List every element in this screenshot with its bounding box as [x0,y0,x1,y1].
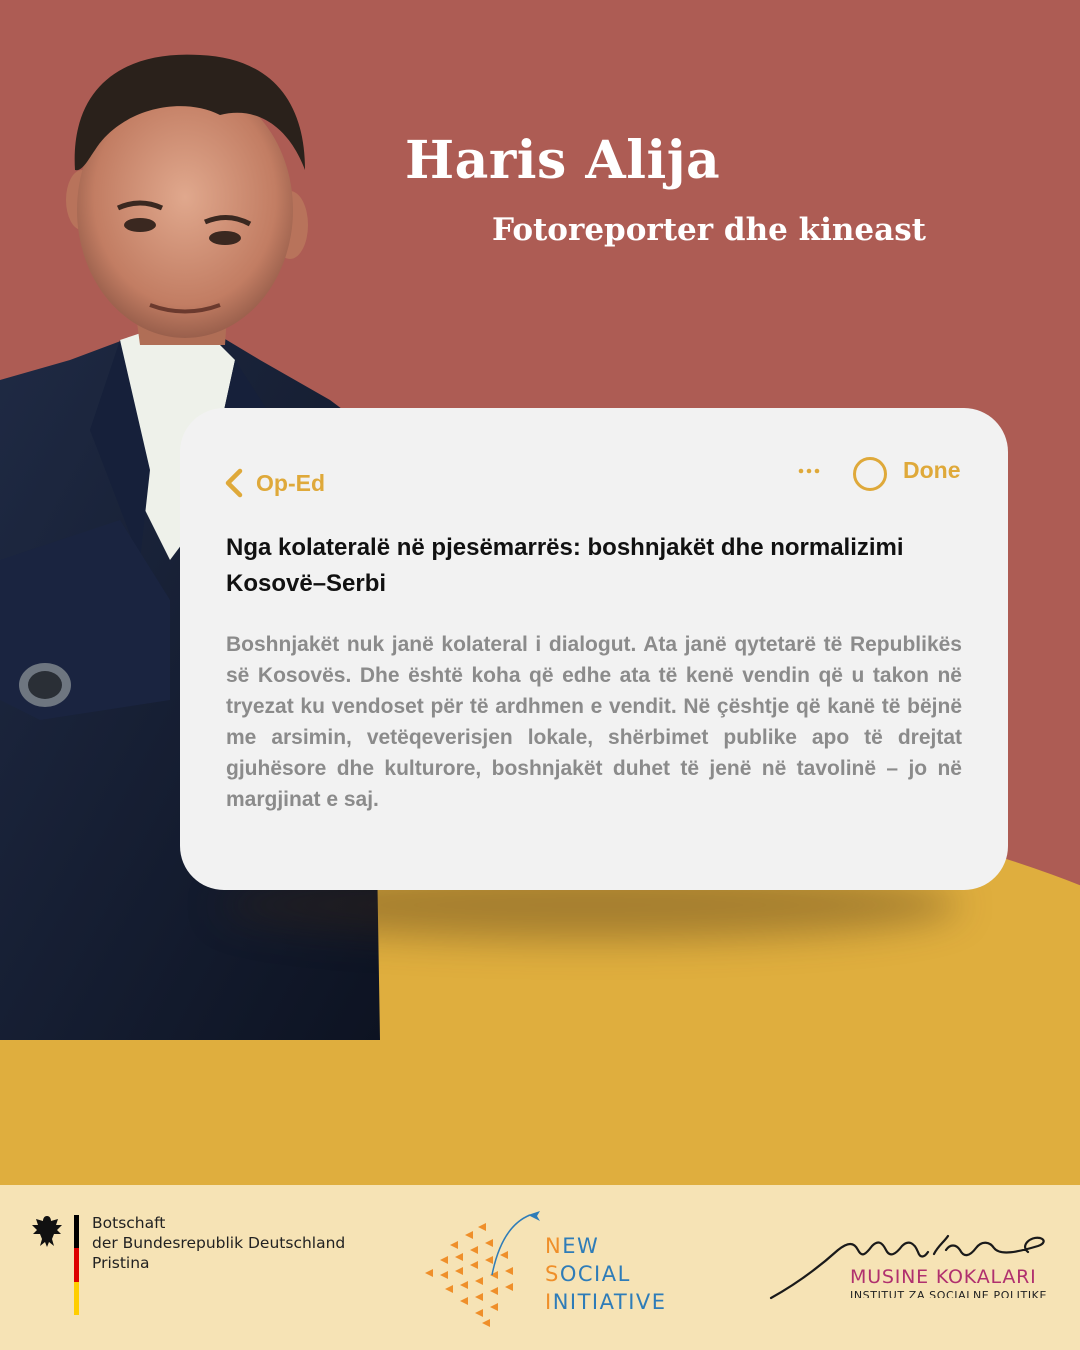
more-options-button[interactable] [796,456,826,486]
chevron-left-icon [224,468,244,498]
nsi-line-3: INITIATIVE [545,1290,667,1314]
mk-logo-subtitle: INSTITUT ZA SOCIALNE POLITIKE [850,1289,1048,1298]
embassy-line-1: Botschaft [92,1214,166,1232]
article-headline: Nga kolateralë në pjesëmarrës: boshnjakët dhe normalizimi Kosovë–Serbi [226,534,904,597]
article-body: Boshnjakët nuk janë kolateral i dialogut. Ata janë qytetarë të Republikës së Kosovës. Dhe është koha që edhe ata të kenë vendin që u takon në tryezat ku vendoset për të ardhmen e vendit. Në çështje që kanë të bëjnë me arsimin, vetëqeverisjen lokale, shërbimet publike apo të drejtat gjuhësore dhe kulturore, boshnjakët duhet të jenë në tavolinë – jo në margjinat e saj. [226,633,962,811]
embassy-line-2: der Bundesrepublik Deutschland [92,1234,346,1252]
circle-checkbox-icon[interactable] [853,457,887,491]
embassy-line-3: Pristina [92,1254,150,1272]
nsi-line-1: NEW [545,1234,600,1258]
nsi-line-2: SOCIAL [545,1262,631,1286]
nsi-logo-text [545,1232,667,1316]
done-button[interactable]: Done [903,457,961,483]
german-flag-stripe [74,1215,79,1315]
ellipsis-icon [796,456,826,486]
person-role: Fotoreporter dhe kineast [492,212,926,248]
note-card [180,408,1008,890]
embassy-logo-text [92,1213,345,1273]
mk-logo-name: MUSINE KOKALARI [850,1266,1037,1288]
back-button[interactable] [224,468,325,498]
fish-school-logo-icon [420,1205,545,1330]
eagle-emblem-icon [28,1212,66,1250]
person-name: Haris Alija [405,130,721,191]
back-label: Op-Ed [256,469,325,496]
